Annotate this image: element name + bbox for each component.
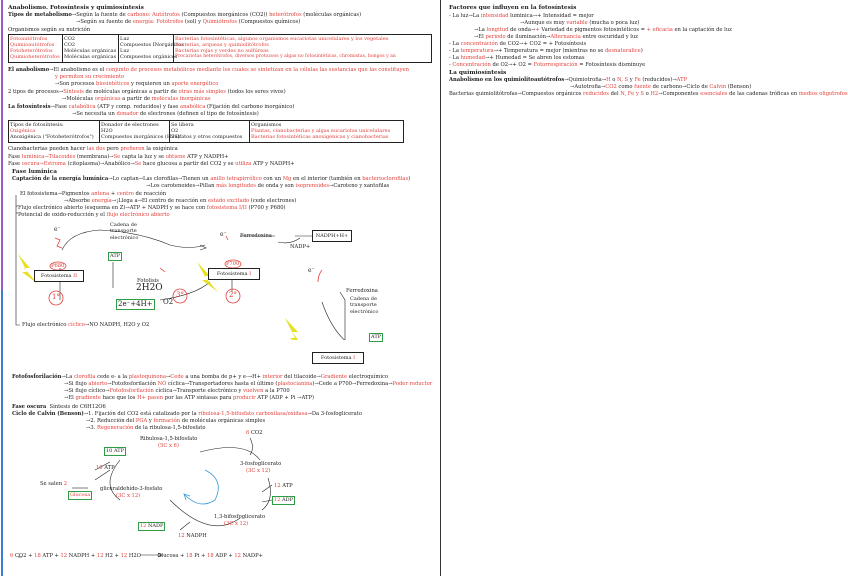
diagram-p680: P680 — [51, 263, 65, 269]
types-cell: Plantas, cianobacterias y algas eucariotas unicelulares — [251, 128, 391, 134]
cycle-12nadp: 12 NADP — [140, 523, 164, 529]
types-cell: O2 — [171, 128, 179, 134]
diagram-fotolisis: Fotolisis — [137, 278, 159, 284]
diagram-p700: P700 — [226, 261, 240, 267]
nutrition-label: Organismos según su nutrición — [8, 27, 91, 33]
diagram-atp-1: ATP — [110, 253, 121, 259]
nutri-cell: Bacterias rojas y verdes no sulfúreas — [175, 48, 269, 54]
types-cell: Donador de electrones — [101, 122, 159, 128]
cycle-12nadph: 12 NADPH — [178, 533, 207, 539]
cycle-12adp: 12 ADP — [274, 497, 293, 503]
cycle-glucosa: Glucosa — [70, 492, 91, 498]
diagram2-ferredoxina: Ferredoxina — [346, 288, 378, 294]
diagram-step-2: 2° — [229, 291, 237, 299]
nutri-cell: Compuestos INorgánicos — [120, 42, 184, 48]
factor-light-1: - La luz→La intensidad luminica→+ Intensidad = mejor — [449, 13, 594, 19]
factor-light-3: →La longitud de onda→+ Variedad de pigmentos fotosintéticos = + eficacia en la captación de luz — [474, 27, 732, 33]
nutri-cell: Compuestos orgánicos — [120, 54, 178, 60]
types-cell: H2O — [101, 128, 113, 134]
factor-co2: - La concentración de CO2→+ CO2 = + Fotosíntesis — [449, 41, 587, 47]
nutri-cell: Procariotas heterótrofos, diversos protozoos y algas no fotosintéticas, chromistas, hongos y an — [175, 54, 396, 59]
nutri-cell: Bacterias fotosintéticas, algunos organismos eucariotas unicelulares y los vegetales — [175, 36, 389, 42]
diagram2-photosystem-1: Fotosistema I — [312, 352, 364, 364]
factor-oxygen: - Concentración de O2→+ O2 = Fotorrespiración = Fotosíntesis disminuye — [449, 62, 646, 68]
cycle-rubp: Ribulosa-1,5-bifosfato — [140, 436, 198, 442]
anabolism-line-2: y permiten su crecimiento — [55, 74, 125, 80]
diagram2-atp: ATP — [371, 334, 382, 340]
anabolism-line-1: El anabolismo→El anabolismo es el conjunto de procesos metabólicos mediante los cuales se sintetizan en la células las sustancias que las constituyen — [8, 67, 409, 73]
cycle-3pg-n: (3C x 12) — [246, 468, 271, 474]
photophosphorylation-line-4: →El gradiente hace que los H+ pasen por las ATP sintasas para producir ATP (ADP + Pi →ATP) — [64, 395, 315, 401]
processes-line-1: 2 tipos de procesos→Síntesis de moléculas orgánicas a partir de otras más simples (todos los seres vivos) — [8, 89, 286, 95]
nutri-cell: Moléculas orgánicas — [64, 48, 117, 54]
cycle-13bpg-n: (3C x 12) — [224, 521, 249, 527]
types-cell: Oxigénica — [10, 128, 36, 134]
diagram-ferredoxina-1: Ferredoxina — [240, 233, 272, 239]
cycle-g3p-n: (3C x 12) — [116, 493, 141, 499]
nutri-cell: Quimioautótrofos — [10, 42, 55, 48]
nutri-cell: Bacterias, arqueas y quimiolitótrofos — [175, 42, 269, 48]
diagram-electron-2: e⁻ — [220, 231, 227, 238]
calvin-line-3: →3. Regeneración de la ribulosa-1,5-bifosfato — [86, 425, 206, 431]
nutri-cell: CO2 — [64, 36, 76, 42]
dark-phase-heading: Fase oscura Síntesis de C6H12O6 — [12, 404, 106, 410]
metabolism-line-1: Tipos de metabolismo→Según la fuente de carbono: Autótrofos (Compuestos inorgánicos (CO2)) heterótrofos (moléculas orgánicas) — [8, 12, 362, 18]
photophosphorylation-line-3: →Si flujo cíclico→Fotofosforilación cíclica→Transporte electrónico y vuelven a la P700 — [64, 388, 290, 394]
nutri-cell: Fotoautótrofos — [10, 36, 48, 42]
types-cell: Bacterias fotosintéticas anoxigénicas y cianobacterias — [251, 134, 389, 140]
cycle-12atp: 12 ATP — [274, 483, 293, 489]
types-cell: Compuestos inorgánicos (H2S) — [101, 134, 180, 140]
factor-light-2: →Aunque es muy variable (mucha o poca luz) — [520, 20, 640, 26]
photosystem-line: El fotosistema→Pigmentos antena + centro de reacción — [20, 191, 167, 197]
open-flow-line: Flujo electrónico abierto (esquema en Z)→ATP + NADPH y se hace con fotosistema I/II (P700 y P680) — [18, 205, 286, 211]
chemosynthesis-line-2: →Autotrofia→CO2 como fuente de carbono→Ciclo de Calvin (Benson) — [570, 84, 752, 90]
diagram-o2: O2 — [163, 298, 174, 306]
column-divider — [440, 0, 441, 576]
types-cell: Sulfatos y otros compuestos — [171, 134, 243, 140]
diagram2-electron: e⁻ — [308, 267, 315, 274]
metabolism-line-2: →Según su fuente de energía: Fotótrofos (sol) y Quimiótrofos (Compuestos químicos) — [76, 19, 301, 25]
types-cell: Tipos de fotosíntesis: — [10, 122, 64, 128]
diagram-photosystem-1: Fotosistema I — [208, 268, 260, 280]
processes-line-2: →Moléculas orgánicas a partir de moléculas inorgánicas — [62, 96, 211, 102]
diagram-step-3: 3° — [176, 291, 184, 299]
diagram2-cadena: Cadena de transporte electrónico — [350, 296, 379, 315]
cycle-sesalen: Se salen 2 — [40, 481, 68, 487]
photosynthesis-line-2: →Se necesita un donador de electrones (definen el tipo de fotosíntesis) — [72, 111, 259, 117]
photophosphorylation-line-1: Fotofosforilación→La clorofila cede e- a la plastoquinona→Cede a una bomba de p+ y e-→H+ interior del tilacoide→Gradiente electroquímico — [12, 374, 389, 380]
types-cell: Anoxigénica ("Fotoheterótrofos") — [10, 134, 94, 140]
photophosphorylation-line-2: →Si flujo abierto→Fotofosforilación NO cíclica→Transportadores hasta el último (plastocianina)→Cede a P700→Ferredoxina→Poder reductor — [64, 381, 433, 387]
global-equation: 6 CO2 + 18 ATP + 12 NADPH + 12 H2 + 12 H2O Glucosa + 18 Pi + 18 ADP + 12 NADP+ — [10, 553, 263, 559]
factor-temperature: - La temperatura→+ Temperatura = mejor (mientras no se desnaturalice) — [449, 48, 643, 54]
nutri-cell: Fotoheterótrofos — [10, 48, 53, 54]
capture-line-1: Captación de la energía lumínica→Lo captan→Las clorofilas→Tienen un anillo tetrapirrólico con un Mg en el interior (también en bacterioclorofilas) — [12, 176, 411, 182]
diagram-2e-4h: 2e⁻+4H+ — [118, 300, 153, 308]
nutri-cell: Moléculas orgánicas — [64, 54, 117, 60]
diagram-2h2o: 2H2O — [136, 283, 163, 293]
chemosynthesis-line-1: Anabolismo en los quimiolitoautótrofos→Quimiotrofia→H o N, S y Fe (reducidos)→ATP — [449, 77, 688, 83]
cycle-3pg: 3-fosfoglicerato — [240, 461, 282, 467]
cycle-g3p: gliceraldehído-3-fosfato — [100, 486, 163, 492]
factors-title: Factores que influyen en la fotosíntesis — [449, 5, 577, 11]
nutri-cell: Luz — [120, 48, 130, 54]
factor-humidity: - La humedad→+ Humedad = Se abren los estomas — [449, 55, 585, 61]
diagram-nadp: NADP+ — [290, 244, 311, 250]
calvin-line-2: →2. Reducción del PGA y formación de moléculas orgánicas simples — [86, 418, 266, 424]
nutri-cell: CO2 — [64, 42, 76, 48]
absorb-line: →Absorbe energía→¡Llega a→El centro de reacción en estado excitado (cede electrones) — [64, 198, 297, 204]
light-phase-line: Fase luminica→Tilacoides (membrana)→Se capta la luz y se obtiene ATP y NADPH+ — [8, 154, 229, 160]
cyanobacteria-note: Cianobacterias pueden hacer las dos pero prefieren la oxigénica — [8, 146, 178, 152]
cyclic-flow-line: Flujo electrónico cíclico→NO NADPH, H2O y O2 — [22, 322, 150, 328]
nutri-cell: Luz — [120, 36, 130, 42]
chemosynthesis-line-3: Bacterias quimiolitótrofas→Compuestos orgánicos reducidos del N, Fe y S o H2→Componentes esenciales de las cadenas tróficas en medios oligotrofos — [449, 91, 848, 97]
cycle-rubp-n: (5C x 6) — [158, 443, 179, 449]
photosynthesis-line-1: La fotosíntesis→Fase catabólica (ATP y comp. reducidos) y fase anabólica (Fijación del carbono inorgánico) — [8, 104, 295, 110]
diagram-step-1: 1° — [52, 293, 60, 301]
light-phase-heading: Fase luminica — [12, 169, 57, 175]
diagram-cadena-1: Cadena de transporte electrónico — [110, 222, 139, 241]
diagram-electron-1: e⁻ — [54, 226, 61, 233]
page-title: Anabolismo. Fotosíntesis y quimiosíntesis — [8, 5, 144, 11]
nutri-cell: Quimioheterótrofos — [10, 54, 60, 60]
redox-line: Potencial de oxido-reducción y el flujo electrónico abierto — [18, 212, 170, 218]
dark-phase-line: Fase oscura→Estroma (citoplasma)→Anabólico→Se hace glucosa a partir del CO2 y se utiliza ATP y NADPH+ — [8, 161, 295, 167]
chemosynthesis-title: La quimiosíntesis — [449, 70, 507, 76]
capture-line-2: →Los carotenoides→Pillan más longitudes de onda y son isoprenoides→Caroteno y xantofilas — [146, 183, 390, 189]
cycle-10atp: 10 ATP — [96, 465, 115, 471]
cycle-6co2: 6 CO2 — [246, 430, 263, 436]
cycle-13bpg: 1,3-bifosfoglicerato — [214, 514, 266, 520]
types-cell: Organismos — [251, 122, 282, 128]
diagram-nadph-box: NADPH+H+ — [312, 230, 352, 242]
anabolism-line-3: →Son procesos biosintéticos y requieren un aporte energético — [55, 81, 219, 87]
factor-light-4: →El periodo de iluminación→Alternancia entre oscuridad y luz — [474, 34, 639, 40]
cycle-10atp-box: 10 ATP — [106, 448, 124, 454]
calvin-line-1: Ciclo de Calvin (Benson)→1. Fijación del CO2 está catalizado por la ribulosa-1,5-bifosfato carboxilasa/oxidasa→Da 3-fosfoglicerato — [12, 411, 362, 417]
diagram-photosystem-2: Fotosistema II — [34, 270, 84, 282]
types-cell: Se libera — [171, 122, 194, 128]
